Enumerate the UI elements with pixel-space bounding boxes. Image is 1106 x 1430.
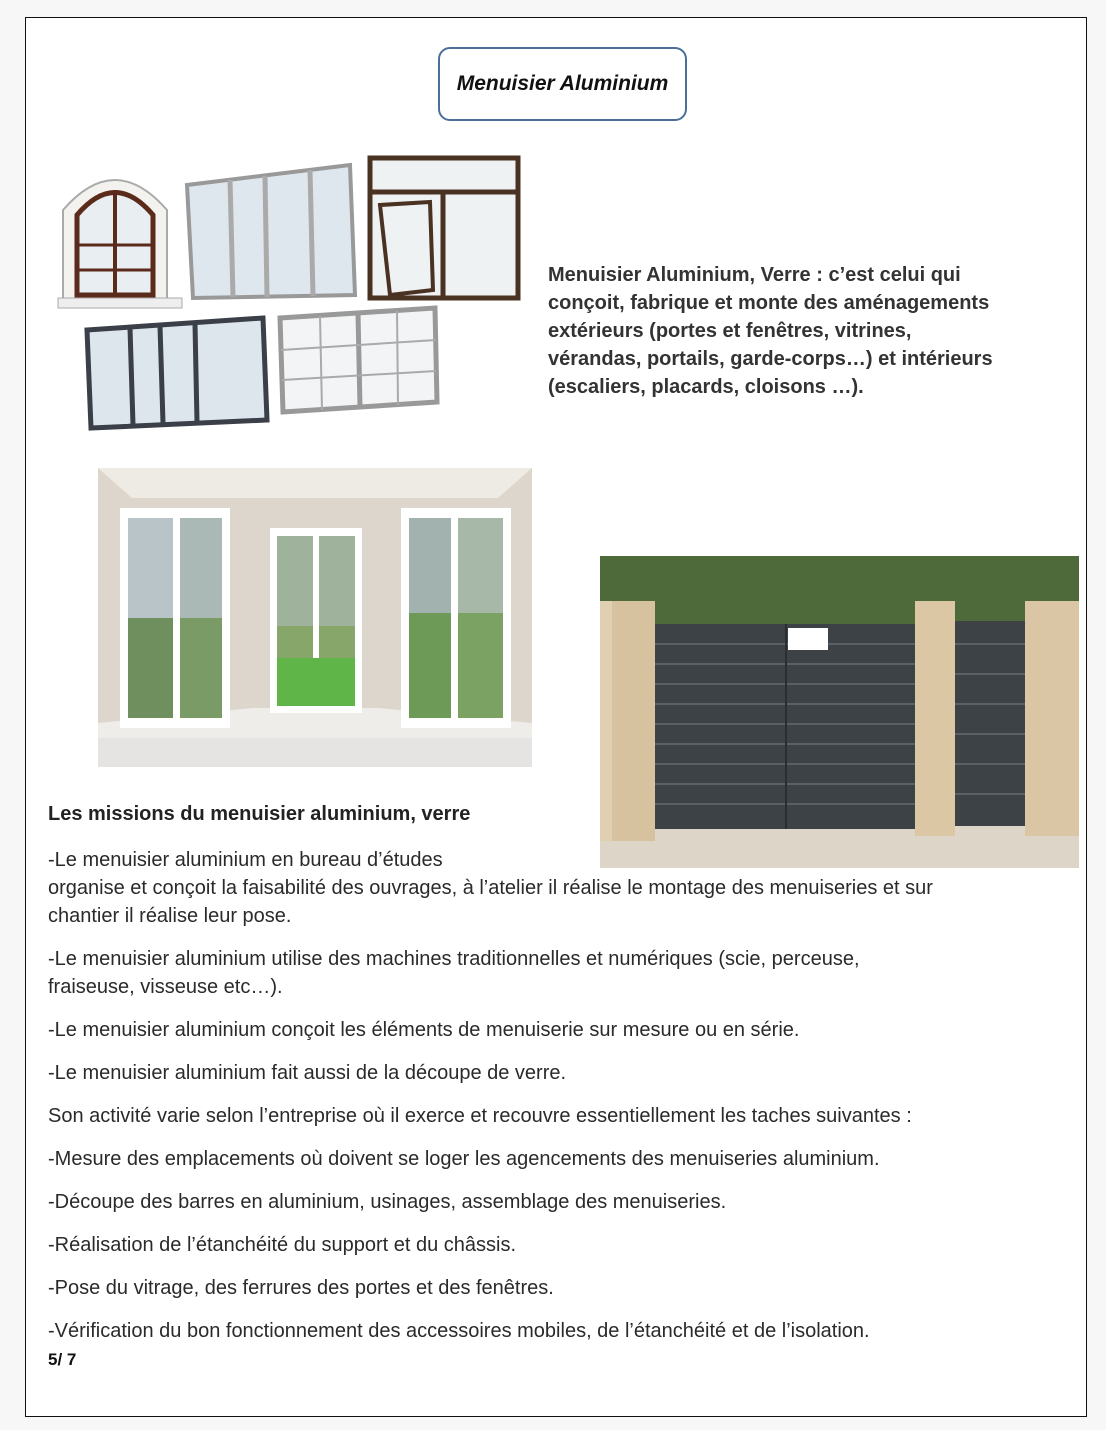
body-line: -Découpe des barres en aluminium, usinages, assemblage des menuiseries.: [48, 1191, 727, 1213]
body-line: -Le menuisier aluminium fait aussi de la découpe de verre.: [48, 1062, 567, 1084]
body-line: -Le menuisier aluminium conçoit les éléments de menuiserie sur mesure ou en série.: [48, 1019, 800, 1041]
body-line: -Le menuisier aluminium en bureau d’études: [48, 849, 443, 871]
body-line: -Le menuisier aluminium utilise des machines traditionnelles et numériques (scie, perceuse,: [48, 948, 860, 970]
job-description: [548, 261, 1068, 401]
description-line: (escaliers, placards, cloisons …).: [548, 376, 864, 398]
description-line: extérieurs (portes et fenêtres, vitrines,: [548, 320, 912, 342]
page-number: 5/ 7: [48, 1350, 77, 1369]
gate-sign: [788, 628, 828, 650]
description-line: Menuisier Aluminium, Verre : c’est celui qui: [548, 264, 961, 286]
body-line: -Vérification du bon fonctionnement des accessoires mobiles, de l’étanchéité et de l’isolation.: [48, 1320, 870, 1342]
body-line: Son activité varie selon l’entreprise où il exerce et recouvre essentiellement les taches suivantes :: [48, 1105, 912, 1127]
brown-window: [370, 158, 518, 298]
sliding-window: [187, 165, 355, 298]
left-french-door: [120, 508, 230, 728]
missions-heading: Les missions du menuisier aluminium, verre: [48, 803, 471, 825]
page-title: Menuisier Aluminium: [438, 47, 687, 121]
description-line: conçoit, fabrique et monte des aménagements: [548, 292, 990, 314]
body-line: chantier il réalise leur pose.: [48, 905, 292, 927]
arched-window: [58, 180, 182, 308]
folding-window: [87, 318, 267, 428]
body-line: -Pose du vitrage, des ferrures des portes et des fenêtres.: [48, 1277, 554, 1299]
grid-window: [280, 308, 437, 412]
bay-window-room-photo: [98, 468, 532, 767]
center-french-door: [270, 528, 362, 713]
windows-collage-image: [55, 150, 535, 432]
aluminium-gate-photo: [600, 556, 1079, 868]
body-line: -Réalisation de l’étanchéité du support et du châssis.: [48, 1234, 517, 1256]
body-line: organise et conçoit la faisabilité des ouvrages, à l’atelier il réalise le montage des menuiseries et sur: [48, 877, 933, 899]
right-french-door: [401, 508, 511, 728]
description-line: vérandas, portails, garde-corps…) et intérieurs: [548, 348, 993, 370]
body-line: -Mesure des emplacements où doivent se loger les agencements des menuiseries aluminium.: [48, 1148, 880, 1170]
body-line: fraiseuse, visseuse etc…).: [48, 976, 283, 998]
